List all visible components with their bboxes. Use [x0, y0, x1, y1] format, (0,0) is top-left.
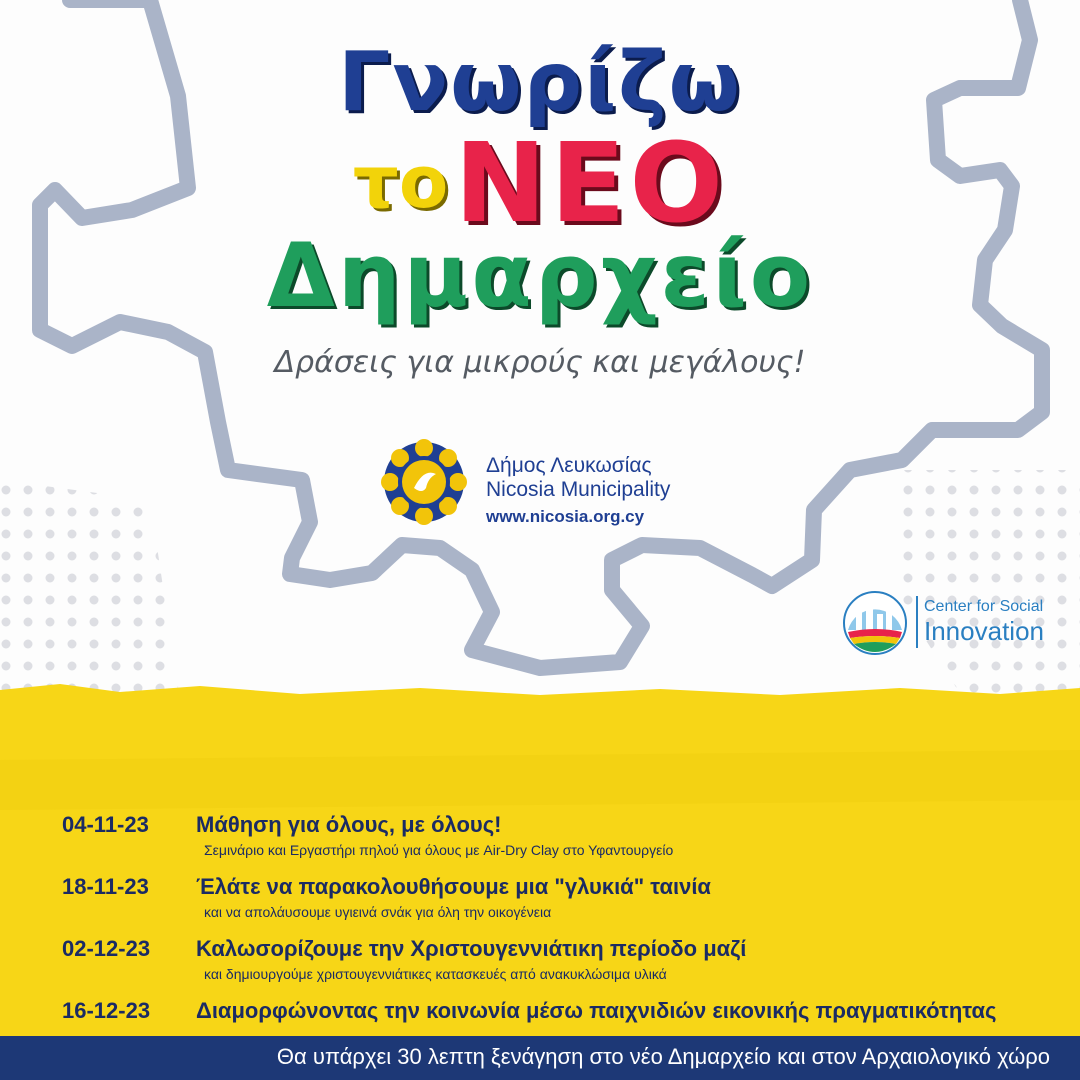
- csi-cityscape-circle-icon: [842, 590, 908, 656]
- municipality-url[interactable]: www.nicosia.org.cy: [486, 507, 645, 526]
- dot-pattern-left: [0, 480, 180, 700]
- event-date: 02-12-23: [62, 936, 151, 961]
- yellow-band-texture: [0, 750, 1080, 810]
- csi-divider: [916, 596, 918, 648]
- municipality-name-english: Nicosia Municipality: [486, 478, 671, 501]
- footer-text: Θα υπάρχει 30 λεπτη ξενάγηση στο νέο Δημαρχείο και στον Αρχαιολογικό χώρο: [276, 1044, 1050, 1069]
- event-item: [0, 936, 1080, 998]
- event-description: Σεμινάριο και Εργαστήρι πηλού για όλους με Air-Dry Clay στο Υφαντουργείο: [204, 842, 674, 858]
- title-line-3: Δημαρχείο: [266, 224, 814, 327]
- title-line-2: [0, 119, 1080, 247]
- csi-name-line-2: Innovation: [924, 616, 1044, 646]
- event-item: [0, 874, 1080, 936]
- subtitle: Δράσεις για μικρούς και μεγάλους!: [274, 345, 806, 380]
- event-list: [0, 812, 1080, 1060]
- event-date: 16-12-23: [62, 998, 151, 1023]
- footer-bar: [0, 1036, 1080, 1080]
- csi-logo-block: [842, 590, 1062, 656]
- nicosia-municipality-emblem-icon: [380, 438, 468, 526]
- municipality-name-greek: Δήμος Λευκωσίας: [486, 454, 652, 477]
- event-date: 18-11-23: [62, 874, 149, 899]
- title-line-1: Γνωρίζω: [338, 35, 742, 130]
- event-item: [0, 812, 1080, 874]
- event-title: Έλάτε να παρακολουθήσουμε μια "γλυκιά" ταινία: [196, 874, 711, 899]
- title-word-to: το: [352, 140, 449, 224]
- event-description: και δημιουργούμε χριστουγεννιάτικες κατασκευές από ανακυκλώσιμα υλικά: [204, 966, 667, 982]
- municipality-block: [380, 438, 720, 538]
- event-title: Καλωσορίζουμε την Χριστουγεννιάτικη περίοδο μαζί: [196, 936, 747, 961]
- event-description: και να απολάυσουμε υγιεινά σνάκ για όλη την οικογένεια: [204, 904, 552, 920]
- csi-name-line-1: Center for Social: [924, 598, 1044, 615]
- municipality-text: [486, 454, 670, 532]
- event-title: Διαμορφώνοντας την κοινωνία μέσω παιχνιδιών εικονικής πραγματικότητας: [196, 998, 997, 1023]
- title-word-neo: ΝΕΟ: [454, 119, 728, 247]
- event-title: Μάθηση για όλους, με όλους!: [196, 812, 502, 837]
- event-date: 04-11-23: [62, 812, 149, 837]
